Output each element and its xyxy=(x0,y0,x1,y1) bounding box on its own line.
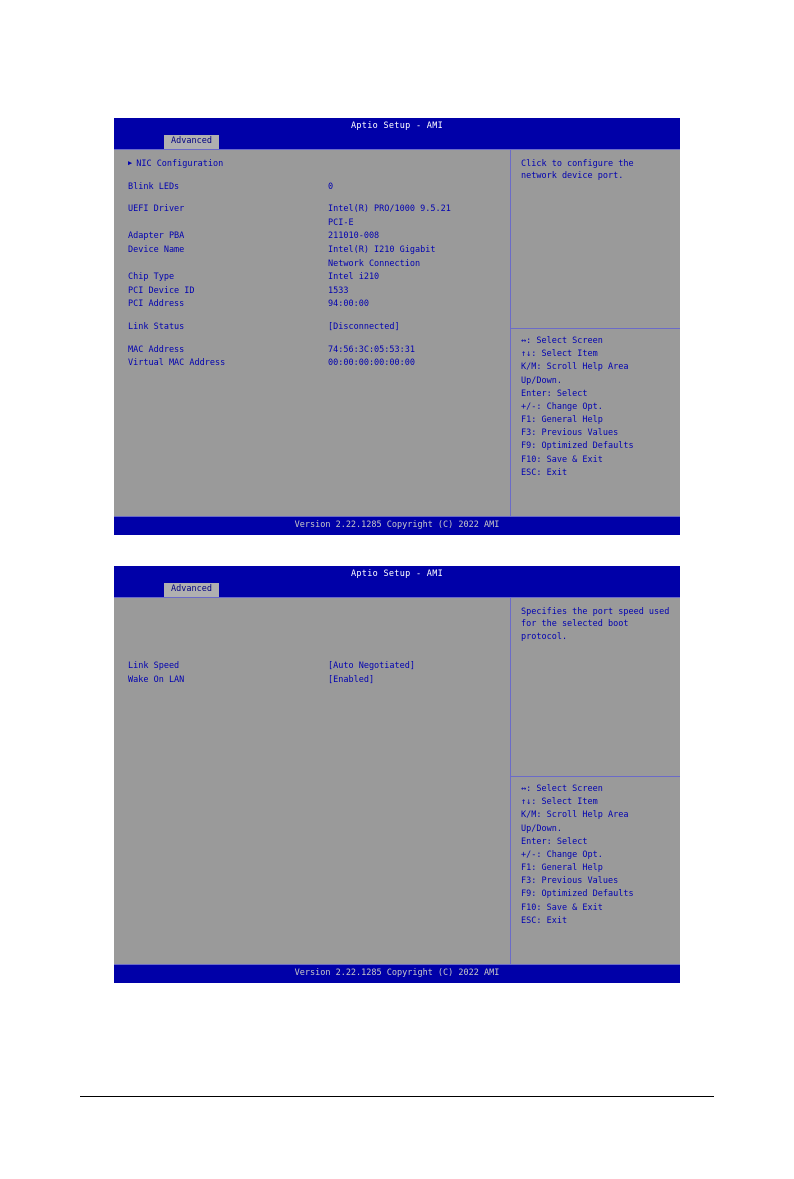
item-label: UEFI Driver xyxy=(128,204,185,215)
bios-screen-link-settings xyxy=(114,566,680,983)
page-divider xyxy=(80,1096,714,1097)
item-value: Network Connection xyxy=(328,258,421,269)
item-label: Adapter PBA xyxy=(128,231,185,242)
spacer xyxy=(114,651,510,660)
legend-line: +/-: Change Opt. xyxy=(521,401,603,412)
key-legend xyxy=(521,783,634,928)
item-value: 00:00:00:00:00:00 xyxy=(328,358,415,369)
help-pane xyxy=(511,150,680,516)
item-value: 0 xyxy=(328,181,334,192)
item-label: ▶ NIC Configuration xyxy=(128,158,328,172)
version-footer: Version 2.22.1285 Copyright (C) 2022 AMI xyxy=(114,964,680,983)
list-item[interactable] xyxy=(114,181,510,195)
spacer xyxy=(114,194,510,203)
spacer xyxy=(114,633,510,642)
item-value: Intel(R) I210 Gigabit xyxy=(328,244,436,255)
legend-line: F10: Save & Exit xyxy=(521,454,603,465)
item-label: PCI Address xyxy=(128,299,185,310)
legend-line: ESC: Exit xyxy=(521,915,568,926)
item-label: Virtual MAC Address xyxy=(128,358,226,369)
spacer xyxy=(114,615,510,624)
item-label: MAC Address xyxy=(128,344,185,355)
settings-list xyxy=(114,598,511,964)
legend-line: F9: Optimized Defaults xyxy=(521,889,634,900)
list-item xyxy=(114,298,510,312)
legend-line: F1: General Help xyxy=(521,415,603,426)
legend-line: F10: Save & Exit xyxy=(521,902,603,913)
help-text: Specifies the port speed used for the selected boot protocol. xyxy=(521,607,670,642)
item-label xyxy=(128,258,328,272)
list-item[interactable] xyxy=(114,158,510,172)
list-item xyxy=(114,357,510,371)
legend-line: ↔: Select Screen xyxy=(521,784,603,794)
help-text: Click to configure the network device port. xyxy=(521,159,634,182)
spacer xyxy=(114,172,510,181)
body-area xyxy=(114,597,680,964)
item-value: Intel(R) PRO/1000 9.5.21 xyxy=(328,204,451,215)
list-item xyxy=(114,258,510,272)
spacer xyxy=(114,335,510,344)
item-label: PCI Device ID xyxy=(128,285,195,296)
spacer xyxy=(114,642,510,651)
legend-line: Up/Down. xyxy=(521,375,562,386)
item-value: 94:00:00 xyxy=(328,299,369,310)
divider xyxy=(511,776,680,777)
title-bar xyxy=(114,566,680,583)
legend-line: ↑↓: Select Item xyxy=(521,797,598,808)
legend-line: F3: Previous Values xyxy=(521,428,619,439)
item-value: 211010-008 xyxy=(328,231,380,242)
legend-line: Enter: Select xyxy=(521,836,588,847)
item-label: Blink LEDs xyxy=(128,181,180,192)
body-area xyxy=(114,149,680,516)
spacer xyxy=(114,624,510,633)
list-item xyxy=(114,271,510,285)
item-value[interactable]: [Auto Negotiated] xyxy=(328,661,415,671)
item-value: 74:56:3C:05:53:31 xyxy=(328,344,415,355)
bios-screen-nic-configuration xyxy=(114,118,680,535)
legend-line: ↑↓: Select Item xyxy=(521,349,598,360)
spacer xyxy=(114,312,510,321)
list-item xyxy=(114,244,510,258)
spacer xyxy=(114,606,510,615)
list-item xyxy=(114,344,510,358)
list-item-wake-on-lan[interactable] xyxy=(114,674,510,688)
legend-line: ↔: Select Screen xyxy=(521,336,603,346)
legend-line: K/M: Scroll Help Area xyxy=(521,810,629,821)
legend-line: Enter: Select xyxy=(521,388,588,399)
legend-line: ESC: Exit xyxy=(521,467,568,478)
menu-bar xyxy=(114,583,680,597)
divider xyxy=(511,328,680,329)
legend-line: F3: Previous Values xyxy=(521,876,619,887)
settings-list xyxy=(114,150,511,516)
menu-bar xyxy=(114,135,680,149)
item-label xyxy=(128,217,328,231)
tab-advanced[interactable]: Advanced xyxy=(164,135,219,149)
title-bar xyxy=(114,118,680,135)
list-item xyxy=(114,217,510,231)
list-item xyxy=(114,285,510,299)
list-item xyxy=(114,230,510,244)
item-label: Device Name xyxy=(128,244,185,255)
legend-line: Up/Down. xyxy=(521,823,562,834)
legend-line: F9: Optimized Defaults xyxy=(521,441,634,452)
item-label: Wake On LAN xyxy=(128,674,185,685)
list-item xyxy=(114,203,510,217)
legend-line: K/M: Scroll Help Area xyxy=(521,362,629,373)
list-item-link-speed[interactable] xyxy=(114,660,510,674)
screen-title: Aptio Setup - AMI xyxy=(350,121,444,131)
legend-line: F1: General Help xyxy=(521,863,603,874)
item-value: Intel i210 xyxy=(328,272,380,283)
key-legend xyxy=(521,335,634,480)
list-item xyxy=(114,321,510,335)
item-label: Link Status xyxy=(128,321,185,332)
version-footer: Version 2.22.1285 Copyright (C) 2022 AMI xyxy=(114,516,680,535)
legend-line: +/-: Change Opt. xyxy=(521,849,603,860)
item-value: [Disconnected] xyxy=(328,321,400,332)
help-pane xyxy=(511,598,680,964)
item-value: PCI-E xyxy=(328,217,354,228)
screen-title: Aptio Setup - AMI xyxy=(350,569,444,579)
item-label: Link Speed xyxy=(128,661,180,671)
item-label: Chip Type xyxy=(128,272,175,283)
item-value: 1533 xyxy=(328,285,349,296)
tab-advanced[interactable]: Advanced xyxy=(164,583,219,597)
item-value[interactable]: [Enabled] xyxy=(328,674,375,685)
